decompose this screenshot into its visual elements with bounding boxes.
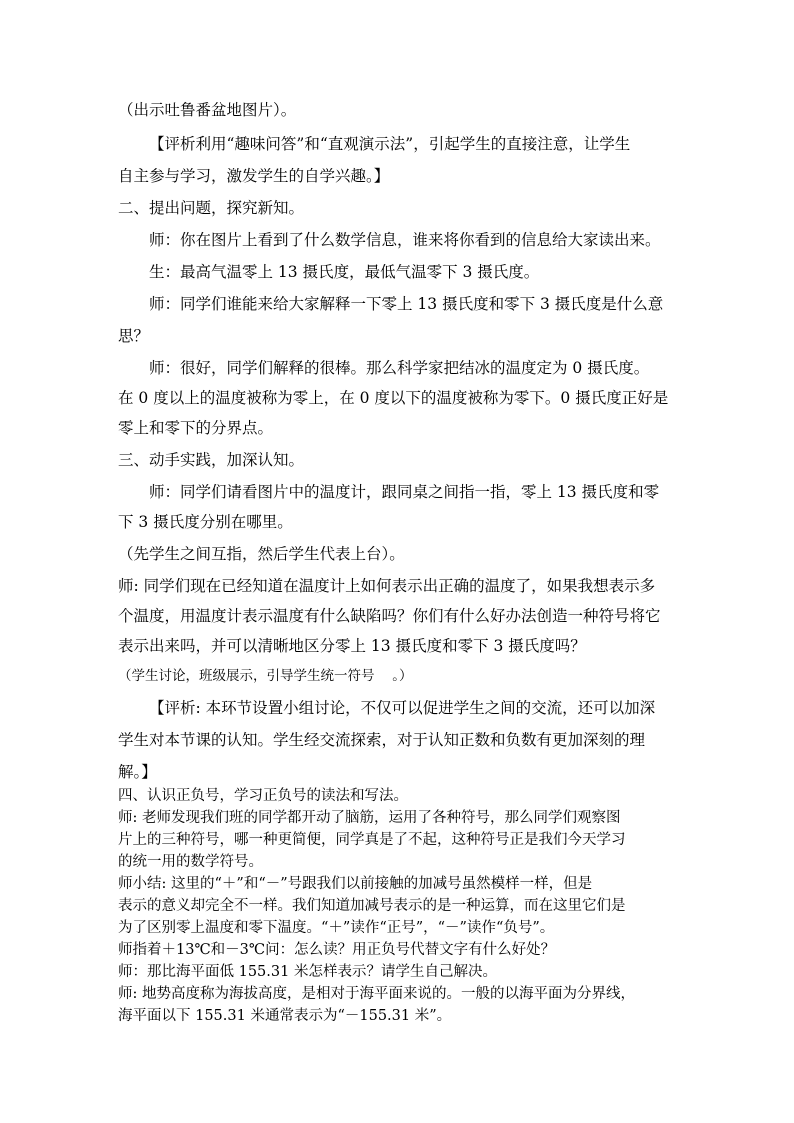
- text-line: 师：同学们谁能来给大家解释一下零上 13 摄氏度和零下 3 摄氏度是什么意: [149, 295, 664, 313]
- text-line: 思？: [118, 327, 150, 345]
- text-line: 学生对本节课的认知。学生经交流探索，对于认知正数和负数有更加深刻的理: [118, 731, 646, 749]
- text-line: 的统一用的数学符号。: [118, 854, 263, 870]
- text-line: 师：同学们请看图片中的温度计，跟同桌之间指一指，零上 13 摄氏度和零: [149, 483, 660, 501]
- text-line: （出示吐鲁番盆地图片）。: [118, 101, 297, 119]
- text-line: 【评析利用“趣味问答”和“直观演示法”，引起学生的直接注意，让学生: [149, 135, 631, 153]
- section-heading: 四、认识正负号，学习正负号的读法和写法。: [118, 788, 408, 804]
- text-line: （先学生之间互指，然后学生代表上台）。: [118, 545, 405, 563]
- text-line: 在 0 度以上的温度被称为零上，在 0 度以下的温度被称为零下。0 摄氏度正好是: [118, 389, 669, 407]
- text-line: 为了区别零上温度和零下温度。“＋”读作“正号”，“－”读作“负号”。: [118, 920, 555, 936]
- text-line: 表示出来吗，并可以清晰地区分零上 13 摄氏度和零下 3 摄氏度吗？: [118, 637, 586, 655]
- text-line: 师: 老师发现我们班的同学都开动了脑筋，运用了各种符号，那么同学们观察图: [118, 810, 621, 826]
- text-line: 【评析: 本环节设置小组讨论，不仅可以促进学生之间的交流，还可以加深: [149, 699, 656, 717]
- section-heading: 三、动手实践，加深认知。: [118, 451, 305, 469]
- text-line: 师小结: 这里的“＋”和“－”号跟我们以前接触的加减号虽然模样一样，但是: [118, 876, 593, 892]
- text-line: 海平面以下 155.31 米通常表示为“－155.31 米”。: [118, 1008, 452, 1024]
- text-line: 师：那比海平面低 155.31 米怎样表示？请学生自己解决。: [118, 964, 497, 980]
- text-line: 片上的三种符号，哪一种更简便，同学真是了不起，这种符号正是我们今天学习: [118, 832, 626, 848]
- text-line: 师：很好，同学们解释的很棒。那么科学家把结冰的温度定为 0 摄氏度。: [149, 359, 650, 377]
- text-line: 自主参与学习，激发学生的自学兴趣。】: [118, 167, 390, 185]
- text-line: 下 3 摄氏度分别在哪里。: [118, 513, 293, 531]
- text-line: 解。】: [118, 763, 157, 781]
- text-line: 零上和零下的分界点。: [118, 419, 274, 437]
- text-line: 个温度，用温度计表示温度有什么缺陷吗？你们有什么好办法创造一种符号将它: [118, 607, 661, 625]
- text-line: 生：最高气温零上 13 摄氏度，最低气温零下 3 摄氏度。: [149, 263, 540, 281]
- text-line: 师：你在图片上看到了什么数学信息，谁来将你看到的信息给大家读出来。: [149, 231, 661, 249]
- text-line: 师: 同学们现在已经知道在温度计上如何表示出正确的温度了，如果我想表示多: [118, 577, 656, 595]
- text-line: 师指着＋13℃和－3℃问：怎么读？用正负号代替文字有什么好处？: [118, 942, 556, 958]
- text-line: 表示的意义却完全不一样。我们知道加减号表示的是一种运算，而在这里它们是: [118, 898, 626, 914]
- text-line: 师: 地势高度称为海拔高度，是相对于海平面来说的。一般的以海平面为分界线，: [118, 986, 635, 1002]
- text-line: （学生讨论，班级展示，引导学生统一符号 。）: [118, 668, 413, 684]
- section-heading: 二、提出问题，探究新知。: [118, 199, 305, 217]
